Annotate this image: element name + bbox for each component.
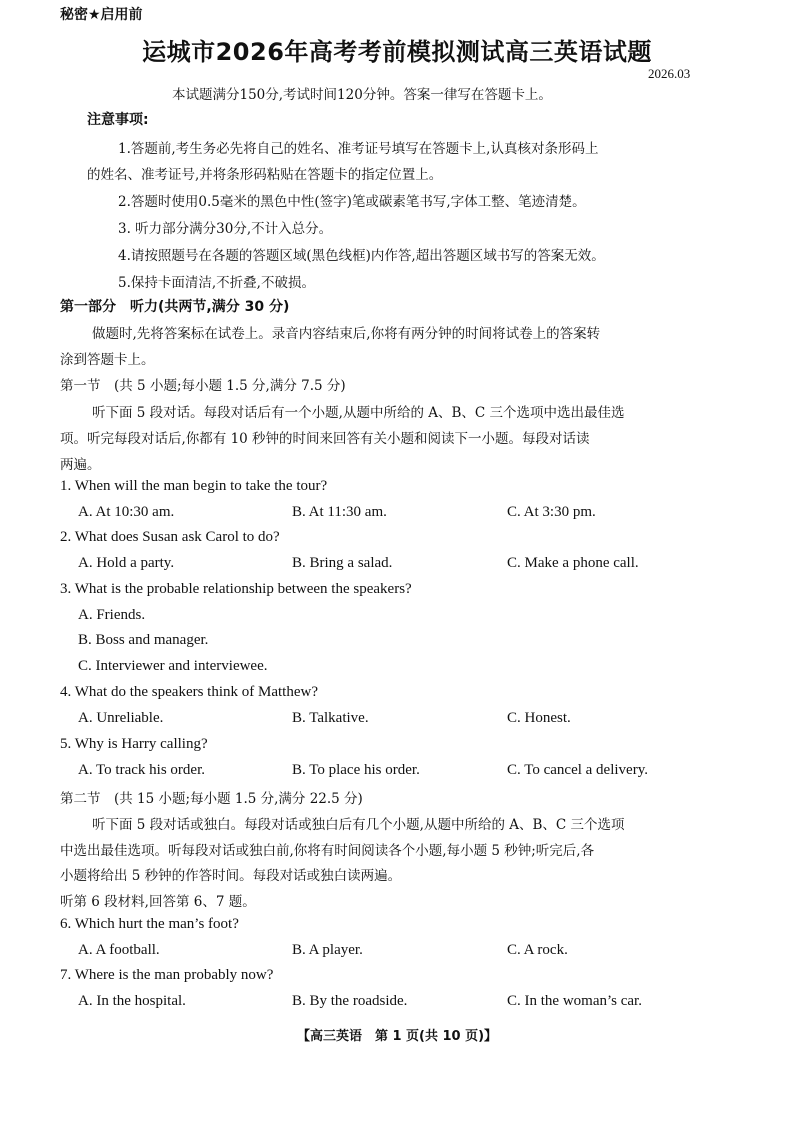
material-6-instruction: 听第 6 段材料,回答第 6、7 题。 (60, 894, 256, 910)
section2-intro-line: 中选出最佳选项。听每段对话或独白前,你将有时间阅读各个小题,每小题 5 秒钟;听完后,各 (60, 843, 595, 859)
note-line: 的姓名、准考证号,并将条形码粘贴在答题卡的指定位置上。 (87, 167, 443, 183)
q2-option-b: B. Bring a salad. (292, 555, 393, 571)
part1-intro-line: 做题时,先将答案标在试卷上。录音内容结束后,你将有两分钟的时间将试卷上的答案转 (92, 326, 601, 342)
q4-option-a: A. Unreliable. (78, 710, 164, 726)
question-5: 5. Why is Harry calling? (60, 736, 208, 752)
confidential-mark: 秘密★启用前 (60, 7, 143, 23)
q7-option-a: A. In the hospital. (78, 993, 186, 1009)
section2-intro-line: 小题将给出 5 秒钟的作答时间。每段对话或独白读两遍。 (60, 868, 402, 884)
q3-option-c: C. Interviewer and interviewee. (78, 658, 268, 674)
q5-option-c: C. To cancel a delivery. (507, 762, 648, 778)
q6-option-c: C. A rock. (507, 942, 568, 958)
section1-intro-line: 两遍。 (60, 457, 101, 473)
part1-intro-line: 涂到答题卡上。 (60, 352, 155, 368)
q6-option-b: B. A player. (292, 942, 363, 958)
note-line: 1.答题前,考生务必先将自己的姓名、准考证号填写在答题卡上,认真核对条形码上 (118, 141, 599, 157)
note-line: 2.答题时使用0.5毫米的黑色中性(签字)笔或碳素笔书写,字体工整、笔迹清楚。 (118, 194, 586, 210)
part1-heading: 第一部分 听力(共两节,满分 30 分) (60, 299, 290, 315)
q2-option-c: C. Make a phone call. (507, 555, 639, 571)
q6-option-a: A. A football. (78, 942, 160, 958)
section1-intro-line: 项。听完每段对话后,你都有 10 秒钟的时间来回答有关小题和阅读下一小题。每段对话读 (60, 431, 590, 447)
q1-option-c: C. At 3:30 pm. (507, 504, 596, 520)
q5-option-a: A. To track his order. (78, 762, 205, 778)
section2-intro-line: 听下面 5 段对话或独白。每段对话或独白后有几个小题,从题中所给的 A、B、C 三个选项 (92, 817, 625, 833)
question-2: 2. What does Susan ask Carol to do? (60, 529, 280, 545)
q2-option-a: A. Hold a party. (78, 555, 175, 571)
q5-option-b: B. To place his order. (292, 762, 420, 778)
section1-heading: 第一节 (共 5 小题;每小题 1.5 分,满分 7.5 分) (60, 378, 346, 394)
q1-option-b: B. At 11:30 am. (292, 504, 387, 520)
exam-title: 运城市2026年高考考前模拟测试高三英语试题 (142, 38, 652, 66)
note-line: 3. 听力部分满分30分,不计入总分。 (118, 221, 333, 237)
note-line: 4.请按照题号在各题的答题区域(黑色线框)内作答,超出答题区域书写的答案无效。 (118, 248, 605, 264)
note-line: 5.保持卡面清洁,不折叠,不破损。 (118, 275, 315, 291)
exam-date: 2026.03 (648, 66, 691, 81)
q3-option-a: A. Friends. (78, 607, 146, 623)
section1-intro-line: 听下面 5 段对话。每段对话后有一个小题,从题中所给的 A、B、C 三个选项中选出最佳选 (92, 405, 625, 421)
page-footer: 【高三英语 第 1 页(共 10 页)】 (296, 1029, 498, 1044)
notes-heading: 注意事项: (87, 112, 149, 128)
q3-option-b: B. Boss and manager. (78, 632, 209, 648)
question-6: 6. Which hurt the man’s foot? (60, 916, 239, 932)
exam-instructions: 本试题满分150分,考试时间120分钟。答案一律写在答题卡上。 (172, 87, 552, 103)
q4-option-c: C. Honest. (507, 710, 571, 726)
q7-option-c: C. In the woman’s car. (507, 993, 642, 1009)
q7-option-b: B. By the roadside. (292, 993, 408, 1009)
section2-heading: 第二节 (共 15 小题;每小题 1.5 分,满分 22.5 分) (60, 791, 363, 807)
question-4: 4. What do the speakers think of Matthew? (60, 684, 318, 700)
question-1: 1. When will the man begin to take the tour? (60, 478, 328, 494)
q4-option-b: B. Talkative. (292, 710, 369, 726)
question-3: 3. What is the probable relationship between the speakers? (60, 581, 412, 597)
question-7: 7. Where is the man probably now? (60, 967, 274, 983)
q1-option-a: A. At 10:30 am. (78, 504, 175, 520)
